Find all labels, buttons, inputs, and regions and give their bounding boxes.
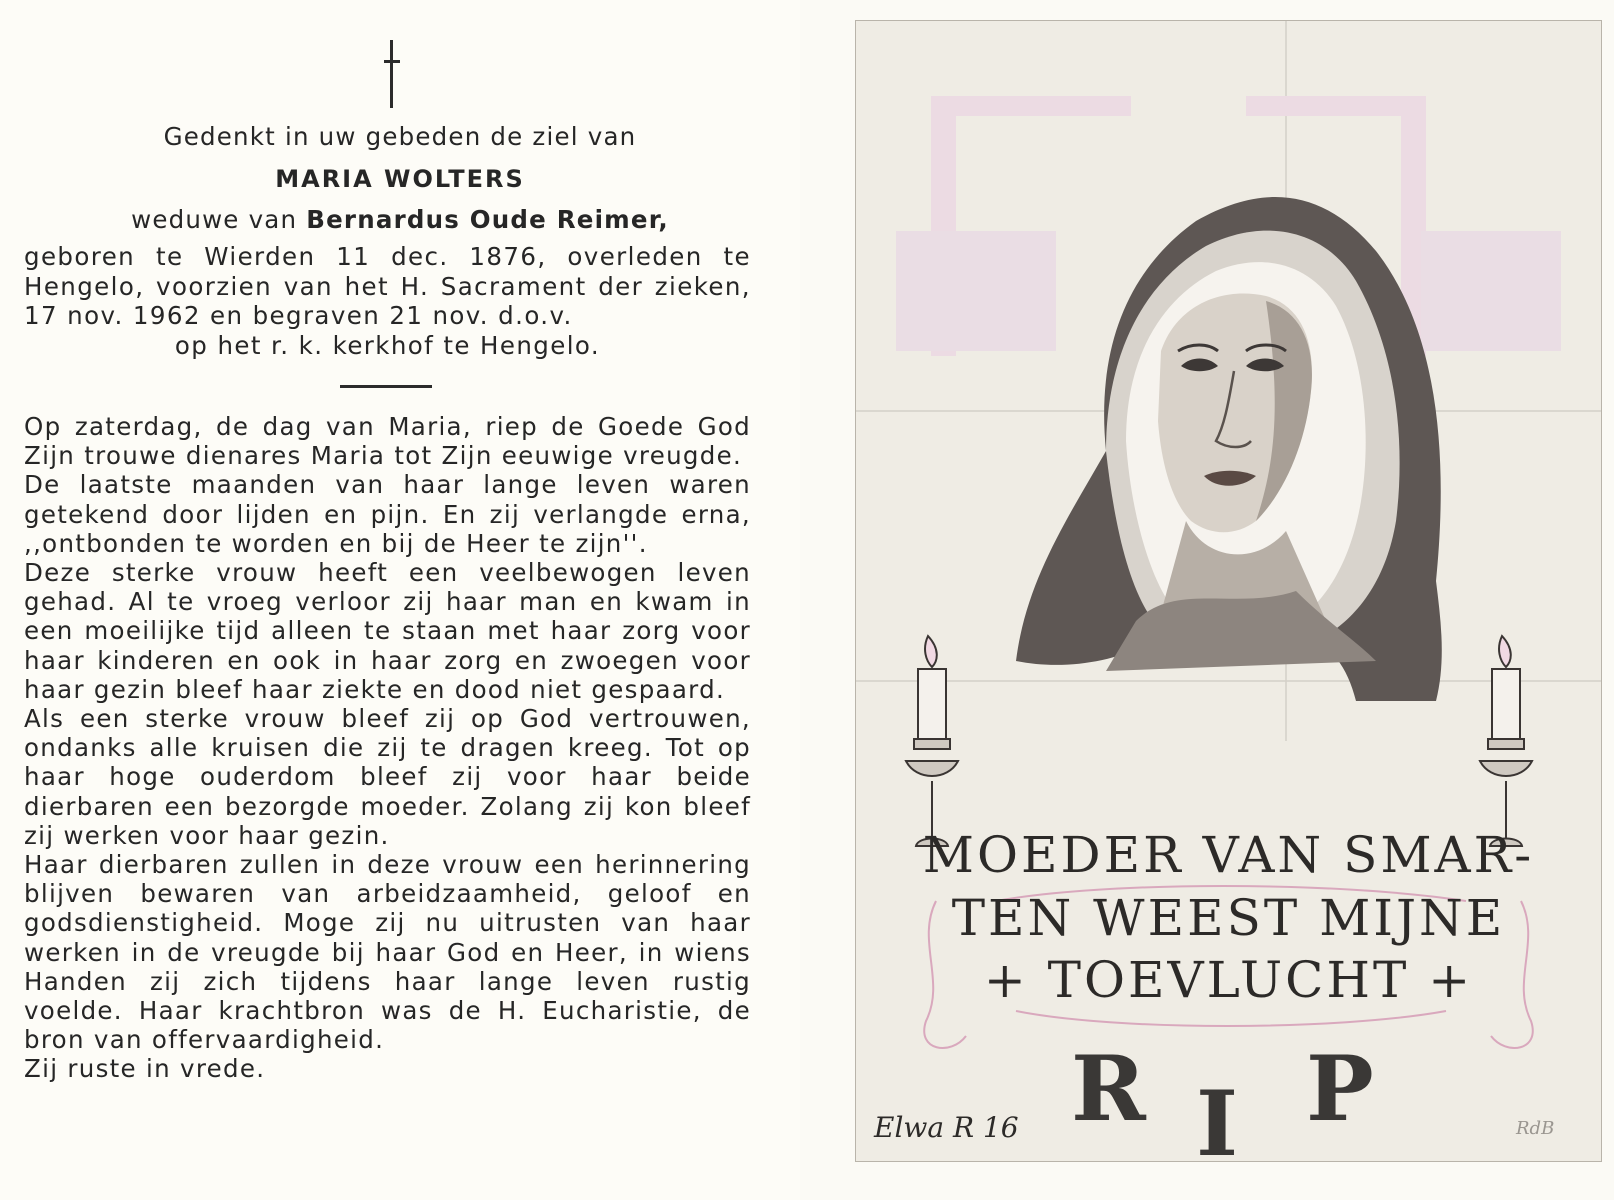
details-burial: op het r. k. kerkhof te Hengelo. — [174, 330, 601, 360]
widow-prefix: weduwe van — [131, 205, 298, 234]
motto-line-3: + TOEVLUCHT + — [983, 951, 1474, 1009]
paragraph: Zij ruste in vrede. — [24, 1054, 266, 1084]
intro-line: Gedenkt in uw gebeden de ziel van — [163, 122, 637, 151]
left-candle-icon — [906, 636, 958, 846]
cross-icon — [384, 40, 400, 108]
rip-letter-p: P — [1306, 1036, 1374, 1142]
details-main: geboren te Wierden 11 dec. 1876, overleden te Hengelo, voorzien van het H. Sacrament der zieken, 17 nov. 1962 en begraven 21 nov. d.o.v. — [24, 242, 751, 330]
memorial-text-card — [0, 0, 800, 1200]
divider — [340, 385, 432, 388]
deceased-name: MARIA WOLTERS — [275, 165, 525, 193]
paragraph: Op zaterdag, de dag van Maria, riep de Goede God Zijn trouwe dienares Maria tot Zijn eeuwige vreugde. — [24, 412, 751, 471]
publisher-mark: Elwa R 16 — [874, 1111, 1019, 1144]
paragraph: Als een sterke vrouw bleef zij op God vertrouwen, ondanks alle kruisen die zij te dragen kreeg. Tot op haar hoge ouderdom bleef zij voor haar beide dierbaren een bezorgde moeder. Zolang zij kon bleef zij werken voor haar gezin. — [24, 704, 751, 850]
artist-monogram: RdB — [1516, 1118, 1555, 1139]
paragraph: Haar dierbaren zullen in deze vrouw een herinnering blijven bewaren van arbeidzaamheid, geloof en godsdienstigheid. Moge zij nu uitrusten van haar werken in de vreugde bij haar God en Heer, in wiens Handen zij zich tijdens haar lange leven rustig voelde. Haar krachtbron was de H. Eucharistie, de bron van offervaardigheid. — [24, 850, 751, 1055]
husband-name: Bernardus Oude Reimer, — [306, 205, 669, 234]
motto-line-1: MOEDER VAN SMAR- — [922, 826, 1535, 884]
paragraph: Deze sterke vrouw heeft een veelbewogen leven gehad. Al te vroeg verloor zij haar man en kwam in een moeilijke tijd alleen te staan met haar zorg voor haar kinderen en ook in haar zorg en zwoegen voor haar gezin bleef haar ziekte en dood niet gespaard. — [24, 558, 751, 704]
birth-death-details — [24, 242, 751, 360]
right-candle-icon — [1480, 636, 1532, 846]
motto-line-2: TEN WEEST MIJNE — [951, 889, 1506, 947]
memorial-body — [24, 412, 751, 1084]
widow-line — [0, 205, 800, 234]
rip-letter-r: R — [1071, 1036, 1146, 1142]
paragraph: De laatste maanden van haar lange leven waren getekend door lijden en pijn. En zij verlangde erna, ,,ontbonden te worden en bij de Heer te zijn''. — [24, 470, 751, 558]
devotional-picture-card — [855, 20, 1602, 1177]
rip-letter-i: I — [1196, 1071, 1239, 1177]
